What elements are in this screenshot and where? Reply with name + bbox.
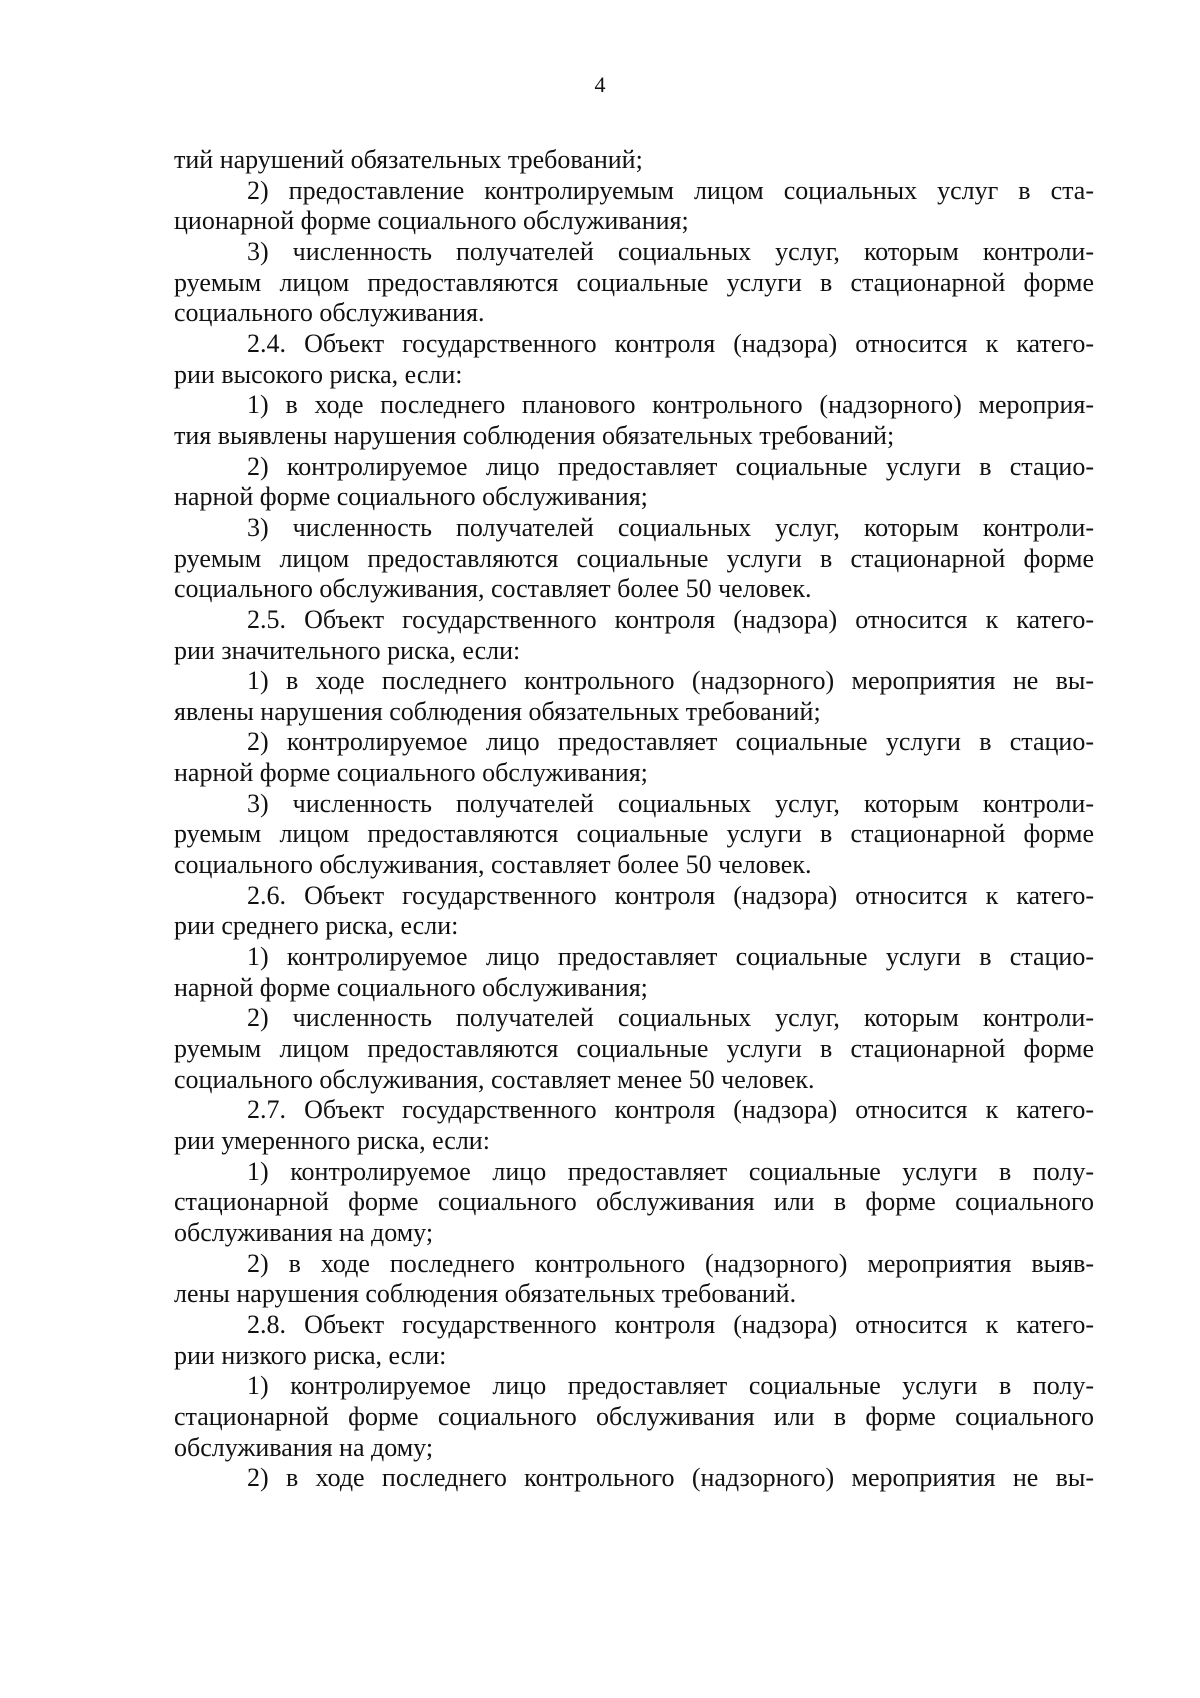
text-line: обслуживания на дому;	[174, 1217, 434, 1247]
text-line: ционарной форме социального обслуживания;	[174, 206, 689, 236]
text-line: тий нарушений обязательных требований;	[174, 145, 643, 174]
text-line: 2.6. Объект государственного контроля (надзора) относится к катего-	[247, 880, 1094, 910]
text-line: лены нарушения соблюдения обязательных требований.	[174, 1279, 797, 1309]
text-line: 3) численность получателей социальных услуг, которым контроли-	[247, 788, 1094, 818]
text-line: явлены нарушения соблюдения обязательных требований;	[174, 696, 821, 726]
text-line: 2) в ходе последнего контрольного (надзорного) мероприятия выяв-	[247, 1248, 1094, 1278]
page-number: 4	[594, 72, 606, 97]
text-line: 1) контролируемое лицо предоставляет социальные услуги в полу-	[247, 1371, 1094, 1401]
document-body	[174, 145, 1094, 1494]
text-line: 1) контролируемое лицо предоставляет социальные услуги в полу-	[247, 1156, 1094, 1186]
text-line: руемым лицом предоставляются социальные услуги в стационарной форме	[174, 267, 1094, 297]
text-line: 2) контролируемое лицо предоставляет социальные услуги в стацио-	[247, 727, 1094, 757]
text-line: 2) численность получателей социальных услуг, которым контроли-	[247, 1003, 1094, 1033]
text-line: рии низкого риска, если:	[174, 1340, 447, 1370]
text-line: социального обслуживания, составляет более 50 человек.	[174, 574, 812, 604]
text-line: 2.8. Объект государственного контроля (надзора) относится к катего-	[247, 1309, 1094, 1339]
text-line: стационарной форме социального обслуживания или в форме социального	[174, 1401, 1094, 1431]
text-line: 2) в ходе последнего контрольного (надзорного) мероприятия не вы-	[247, 1463, 1094, 1493]
text-line: 3) численность получателей социальных услуг, которым контроли-	[247, 512, 1094, 542]
text-line: нарной форме социального обслуживания;	[174, 972, 648, 1002]
text-line: рии значительного риска, если:	[174, 635, 521, 665]
text-line: тия выявлены нарушения соблюдения обязательных требований;	[174, 420, 895, 450]
text-line: 2) контролируемое лицо предоставляет социальные услуги в стацио-	[247, 451, 1094, 481]
text-line: руемым лицом предоставляются социальные услуги в стационарной форме	[174, 819, 1094, 849]
text-line: 2.7. Объект государственного контроля (надзора) относится к катего-	[247, 1095, 1094, 1125]
text-line: 2.4. Объект государственного контроля (надзора) относится к катего-	[247, 328, 1094, 358]
text-line: нарной форме социального обслуживания;	[174, 758, 648, 788]
text-line: социального обслуживания, составляет более 50 человек.	[174, 850, 812, 880]
text-line: рии среднего риска, если:	[174, 911, 459, 941]
text-line: 1) контролируемое лицо предоставляет социальные услуги в стацио-	[247, 942, 1094, 972]
text-line: 2) предоставление контролируемым лицом социальных услуг в ста-	[247, 175, 1094, 205]
text-line: 3) численность получателей социальных услуг, которым контроли-	[247, 236, 1094, 266]
text-line: рии высокого риска, если:	[174, 359, 463, 389]
text-line: руемым лицом предоставляются социальные услуги в стационарной форме	[174, 1034, 1094, 1064]
text-line: социального обслуживания.	[174, 298, 485, 328]
text-line: 2.5. Объект государственного контроля (надзора) относится к катего-	[247, 604, 1094, 634]
text-line: рии умеренного риска, если:	[174, 1126, 490, 1155]
text-line: 1) в ходе последнего контрольного (надзорного) мероприятия не вы-	[247, 666, 1094, 696]
text-line: руемым лицом предоставляются социальные услуги в стационарной форме	[174, 543, 1094, 573]
text-line: стационарной форме социального обслуживания или в форме социального	[174, 1187, 1094, 1217]
text-line: обслуживания на дому;	[174, 1432, 434, 1462]
text-line: нарной форме социального обслуживания;	[174, 482, 648, 512]
text-line: 1) в ходе последнего планового контрольного (надзорного) мероприя-	[247, 390, 1094, 420]
text-line: социального обслуживания, составляет менее 50 человек.	[174, 1064, 815, 1094]
